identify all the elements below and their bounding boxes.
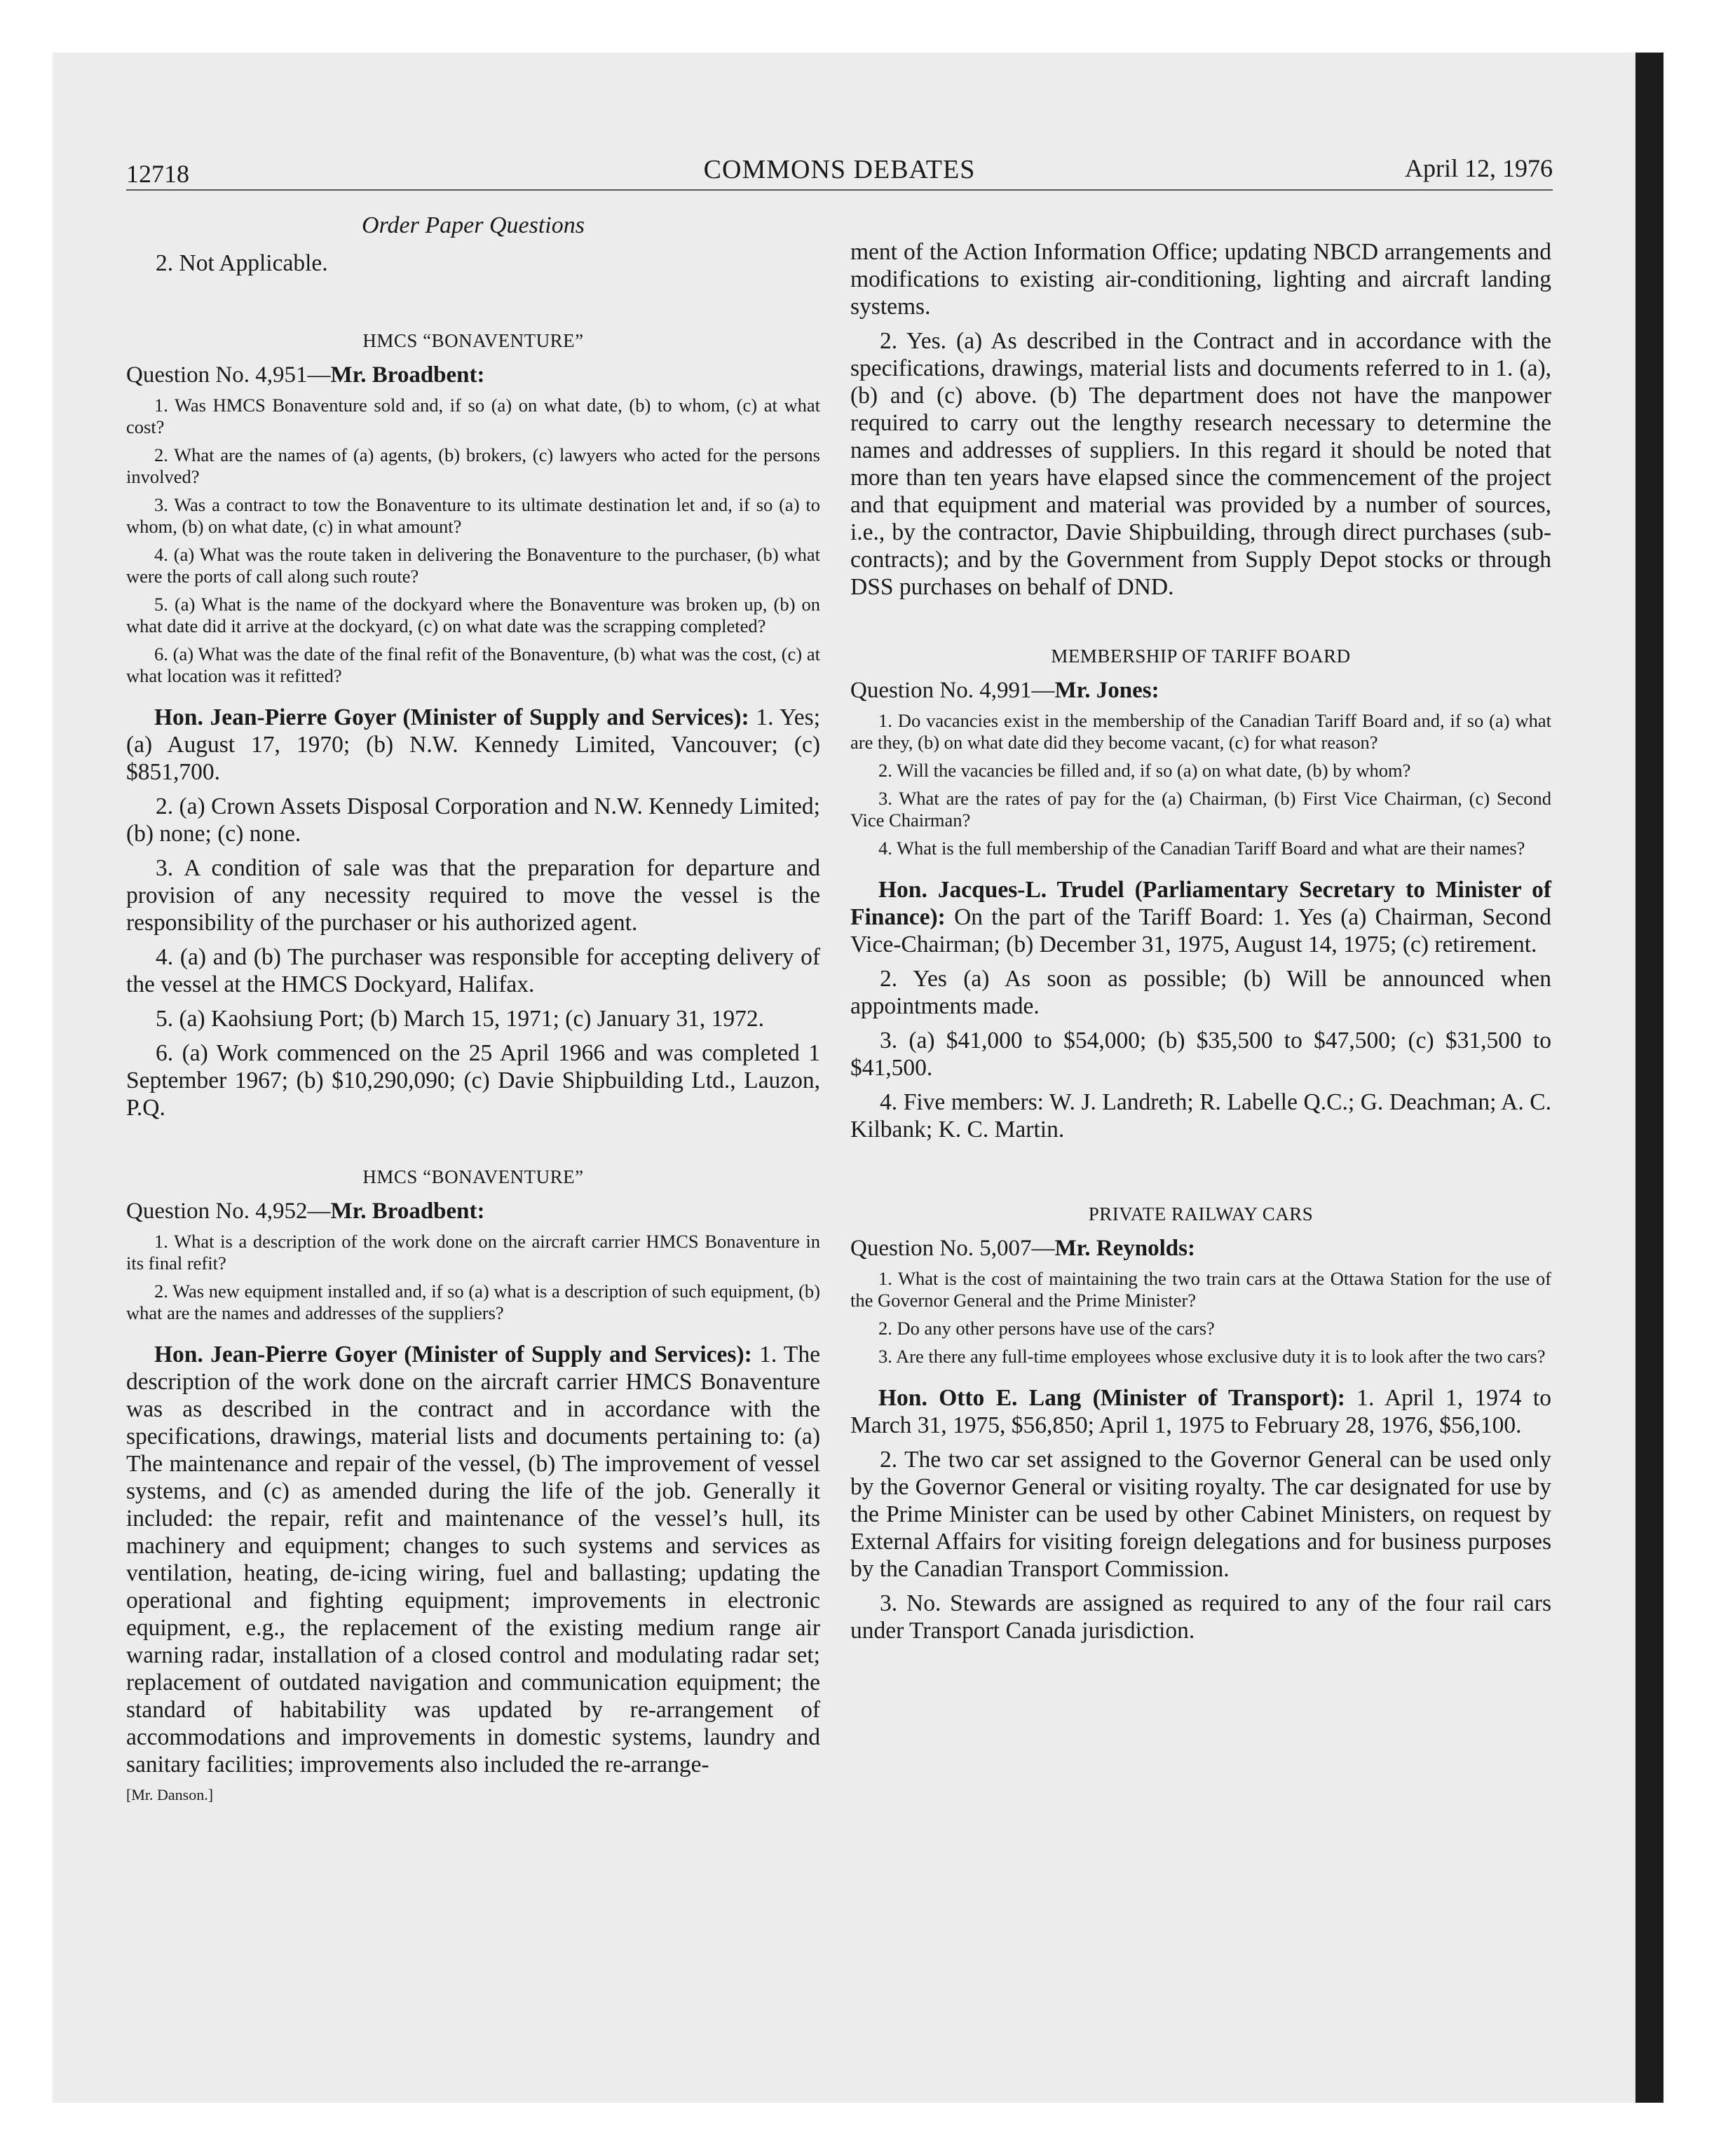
question-number: Question No. 4,991— bbox=[850, 678, 1055, 703]
question-asker: Mr. Reynolds: bbox=[1054, 1236, 1195, 1261]
answer-text: 1. April 1, 1974 to March 31, 1975, $56,850; April 1, 1975 to February 28, 1976, $56,100. bbox=[850, 1385, 1551, 1438]
page-number: 12718 bbox=[126, 160, 189, 188]
publication-date: April 12, 1976 bbox=[1405, 154, 1553, 182]
question-number: Question No. 4,952— bbox=[126, 1199, 331, 1224]
answer-paragraph: 2. (a) Crown Assets Disposal Corporation and N.W. Kennedy Limited; (b) none; (c) none. bbox=[126, 793, 820, 847]
page-header bbox=[126, 153, 1553, 191]
answer-paragraph: 3. No. Stewards are assigned as required to any of the four rail cars under Transport Canada jurisdiction. bbox=[850, 1590, 1551, 1644]
question-asker: Mr. Jones: bbox=[1054, 678, 1159, 703]
answer-paragraph: 2. Not Applicable. bbox=[156, 250, 328, 276]
answer-lead bbox=[126, 1341, 820, 1778]
right-column bbox=[850, 210, 1551, 1651]
answer-text: On the part of the Tariff Board: 1. Yes (a) Chairman, Second Vice-Chairman; (b) December 31, 1975, August 14, 1975; (c) retirement. bbox=[850, 904, 1551, 957]
answer-paragraph: 5. (a) Kaohsiung Port; (b) March 15, 1971; (c) January 31, 1972. bbox=[156, 1006, 765, 1032]
question-title bbox=[850, 676, 1551, 704]
answer-paragraph: 6. (a) Work commenced on the 25 April 1966 and was completed 1 September 1967; (b) $10,290,090; (c) Davie Shipbuilding Ltd., Lauzon, P.Q. bbox=[126, 1040, 820, 1121]
question-heading: MEMBERSHIP OF TARIFF BOARD bbox=[1051, 646, 1351, 667]
question-title bbox=[850, 1234, 1551, 1262]
question-asker: Mr. Broadbent: bbox=[330, 362, 485, 388]
question-item: 2. Do any other persons have use of the cars? bbox=[878, 1318, 1215, 1339]
answer-paragraph: 3. (a) $41,000 to $54,000; (b) $35,500 to $47,500; (c) $31,500 to $41,500. bbox=[850, 1028, 1551, 1081]
question-heading: PRIVATE RAILWAY CARS bbox=[1088, 1203, 1314, 1224]
continued-paragraph: ment of the Action Information Office; updating NBCD arrangements and modifications to existing air-conditioning, lighting and aircraft landing systems. bbox=[850, 239, 1551, 320]
answer-paragraph: 2. Yes. (a) As described in the Contract and in accordance with the specifications, drawings, material lists and documents referred to in 1. (a), (b) and (c) above. (b) The department does not have the manpower required to carry out the lengthy research necessary to determine the names and addresses of suppliers. In this regard it should be noted that more than ten years have elapsed since the commencement of the project and that equipment and material was provided by a number of sources, i.e., by the contractor, Davie Shipbuilding, through direct purchases (sub-contracts); and by the Government from Supply Depot stocks or through DSS purchases on behalf of DND. bbox=[850, 328, 1551, 600]
question-item: 4. (a) What was the route taken in delivering the Bonaventure to the purchaser, (b) what were the ports of call along such route? bbox=[126, 544, 820, 587]
answer-speaker: Hon. Jean-Pierre Goyer (Minister of Supply and Services): bbox=[154, 704, 749, 730]
speaker-footnote: [Mr. Danson.] bbox=[126, 1786, 214, 1803]
answer-lead bbox=[126, 704, 820, 786]
answer-speaker: Hon. Jean-Pierre Goyer (Minister of Supply and Services): bbox=[154, 1342, 752, 1367]
question-item: 1. Was HMCS Bonaventure sold and, if so (a) on what date, (b) to whom, (c) at what cost? bbox=[126, 395, 820, 437]
question-item: 3. What are the rates of pay for the (a) Chairman, (b) First Vice Chairman, (c) Second Vice Chairman? bbox=[850, 788, 1551, 831]
answer-paragraph: 2. Yes (a) As soon as possible; (b) Will be announced when appointments made. bbox=[850, 966, 1551, 1019]
question-item: 1. What is the cost of maintaining the two train cars at the Ottawa Station for the use of the Governor General and the Prime Minister? bbox=[850, 1268, 1551, 1311]
answer-text: 1. The description of the work done on the aircraft carrier HMCS Bonaventure was as described in the contract and in accordance with the specifications, drawings, material lists and documents pertaining to: (a) The maintenance and repair of the vessel, (b) The improvement of vessel systems, and (c) as amended during the life of the job. Generally it included: the repair, refit and maintenance of the vessel’s hull, its machinery and equipment; changes to such systems and services as ventilation, heating, de-icing wiring, fuel and ballasting; updating the operational and fighting equipment; improvements in electronic equipment, e.g., the replacement of the existing medium range air warning radar, installation of a closed control and modulating radar set; replacement of outdated navigation and communication equipment; the standard of habitability was updated by re-arrangement of accommodations and improvements in domestic systems, laundry and sanitary facilities; improvements also included the re-arrange- bbox=[126, 1342, 820, 1778]
answer-speaker: Hon. Otto E. Lang (Minister of Transport): bbox=[878, 1385, 1345, 1411]
question-item: 2. Will the vacancies be filled and, if so (a) on what date, (b) by whom? bbox=[878, 760, 1411, 781]
question-number: Question No. 4,951— bbox=[126, 362, 331, 388]
question-item: 3. Are there any full-time employees whose exclusive duty it is to look after the two cars? bbox=[878, 1346, 1546, 1367]
question-heading: HMCS “BONAVENTURE” bbox=[362, 1166, 584, 1187]
question-item: 1. Do vacancies exist in the membership of the Canadian Tariff Board and, if so (a) what are they, (b) on what date did they become vacant, (c) for what reason? bbox=[850, 710, 1551, 753]
answer-paragraph: 2. The two car set assigned to the Governor General can be used only by the Governor General or visiting royalty. The car designated for use by the Prime Minister can be used by other Cabinet Ministers, on request by External Affairs for visiting foreign delegations and for business purposes by the Canadian Transport Commission. bbox=[850, 1447, 1551, 1582]
answer-paragraph: 3. A condition of sale was that the preparation for departure and provision of any necessity required to move the vessel is the responsibility of the purchaser or his authorized agent. bbox=[126, 855, 820, 936]
question-item: 6. (a) What was the date of the final refit of the Bonaventure, (b) what was the cost, (c) at what location was it refitted? bbox=[126, 643, 820, 686]
question-item: 2. Was new equipment installed and, if so (a) what is a description of such equipment, (b) what are the names and addresses of the suppliers? bbox=[126, 1281, 820, 1323]
question-item: 1. What is a description of the work done on the aircraft carrier HMCS Bonaventure in its final refit? bbox=[126, 1231, 820, 1274]
answer-speaker: Hon. Jacques-L. Trudel (Parliamentary Secretary to Minister of Finance): bbox=[850, 877, 1551, 930]
question-item: 3. Was a contract to tow the Bonaventure to its ultimate destination let and, if so (a) to whom, (b) on what date, (c) in what amount? bbox=[126, 494, 820, 537]
answer-text: 1. Yes; (a) August 17, 1970; (b) N.W. Kennedy Limited, Vancouver; (c) $851,700. bbox=[126, 704, 820, 785]
scan-edge bbox=[1635, 53, 1663, 2103]
answer-paragraph: 4. Five members: W. J. Landreth; R. Labelle Q.C.; G. Deachman; A. C. Kilbank; K. C. Martin. bbox=[850, 1089, 1551, 1142]
question-item: 2. What are the names of (a) agents, (b) brokers, (c) lawyers who acted for the persons involved? bbox=[126, 444, 820, 487]
answer-paragraph: 4. (a) and (b) The purchaser was responsible for accepting delivery of the vessel at the HMCS Dockyard, Halifax. bbox=[126, 944, 820, 997]
question-item: 5. (a) What is the name of the dockyard where the Bonaventure was broken up, (b) on what date did it arrive at the dockyard, (c) on what date was the scrapping completed? bbox=[126, 594, 820, 636]
publication-title: COMMONS DEBATES bbox=[703, 155, 976, 184]
question-title bbox=[126, 1197, 820, 1225]
question-number: Question No. 5,007— bbox=[850, 1236, 1055, 1261]
answer-lead bbox=[850, 876, 1551, 958]
question-title bbox=[126, 361, 820, 389]
question-asker: Mr. Broadbent: bbox=[330, 1199, 485, 1224]
answer-lead bbox=[850, 1384, 1551, 1439]
question-item: 4. What is the full membership of the Canadian Tariff Board and what are their names? bbox=[878, 838, 1525, 859]
question-heading: HMCS “BONAVENTURE” bbox=[362, 330, 584, 351]
left-column bbox=[126, 210, 820, 1805]
section-label: Order Paper Questions bbox=[362, 212, 585, 238]
